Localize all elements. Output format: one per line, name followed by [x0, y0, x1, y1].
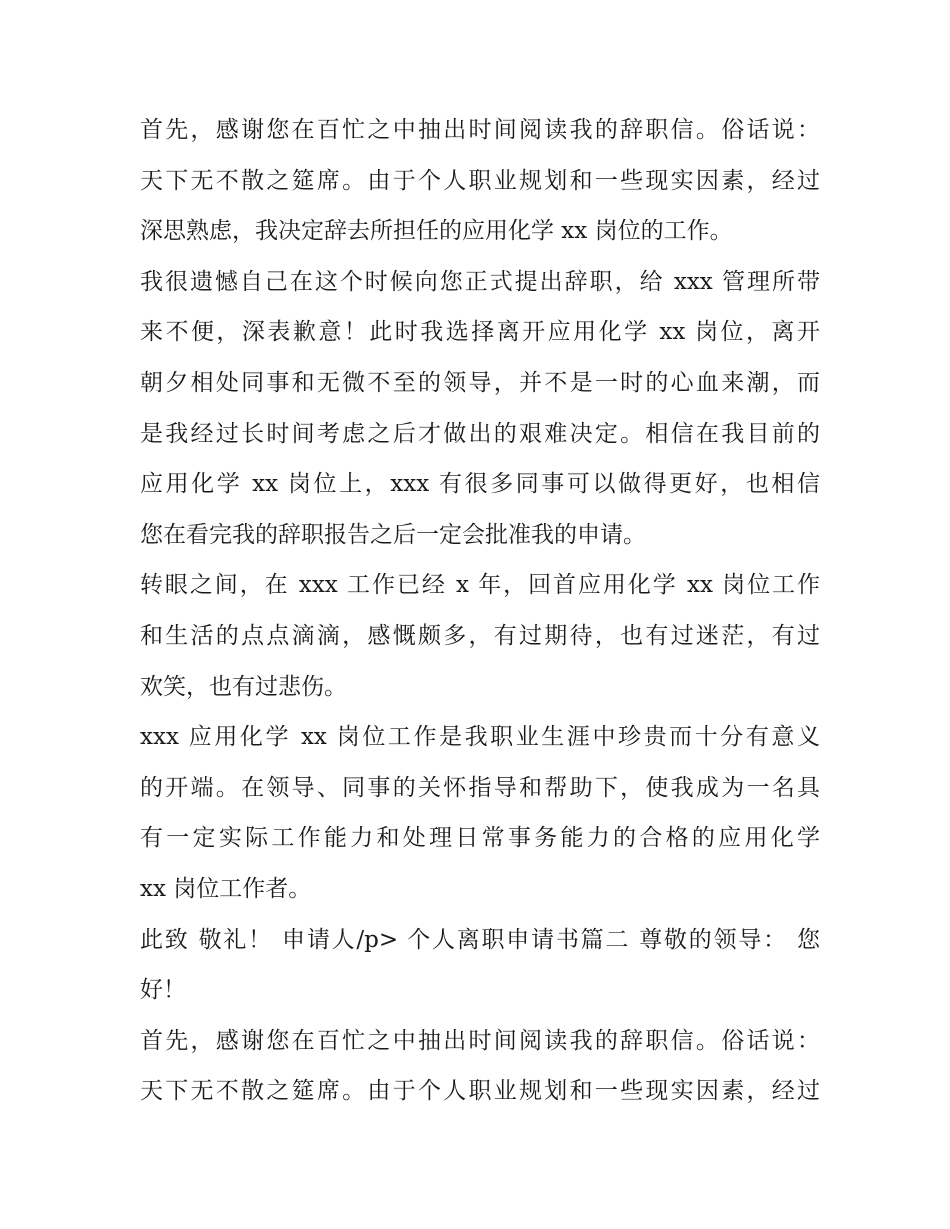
paragraph-career	[140, 712, 820, 914]
text-line: 此致 敬礼！ 申请人/p> 个人离职申请书篇二 尊敬的领导： 您	[140, 926, 820, 953]
text-line: 天下无不散之筵席。由于个人职业规划和一些现实因素，经过	[140, 167, 820, 194]
text-line: 好！	[140, 977, 186, 1004]
paragraph-regret	[140, 257, 820, 561]
text-line: 欢笑，也有过悲伤。	[140, 673, 347, 700]
text-line: 是我经过长时间考虑之后才做出的艰难决定。相信在我目前的	[140, 420, 820, 447]
text-line: 转眼之间，在 xxx 工作已经 x 年，回首应用化学 xx 岗位工作	[140, 572, 820, 599]
paragraph-opening	[140, 105, 820, 257]
text-line: 深思熟虑，我决定辞去所担任的应用化学 xx 岗位的工作。	[140, 218, 733, 245]
paragraph-reflection	[140, 560, 820, 712]
text-line: 首先，感谢您在百忙之中抽出时间阅读我的辞职信。俗话说：	[140, 117, 820, 143]
text-line: 我很遗憾自己在这个时候向您正式提出辞职，给 xxx 管理所带	[140, 268, 820, 295]
text-line: 天下无不散之筵席。由于个人职业规划和一些现实因素，经过	[140, 1078, 820, 1105]
paragraph-closing	[140, 915, 820, 1016]
text-line: 来不便，深表歉意！此时我选择离开应用化学 xx 岗位，离开	[140, 319, 820, 346]
text-line: 和生活的点点滴滴，感慨颇多，有过期待，也有过迷茫，有过	[140, 622, 820, 649]
text-line: 您在看完我的辞职报告之后一定会批准我的申请。	[140, 521, 646, 548]
text-line: 应用化学 xx 岗位上，xxx 有很多同事可以做得更好，也相信	[140, 471, 820, 498]
document-body	[140, 105, 820, 1117]
text-line: xxx 应用化学 xx 岗位工作是我职业生涯中珍贵而十分有意义	[140, 724, 820, 751]
text-line: 首先，感谢您在百忙之中抽出时间阅读我的辞职信。俗话说：	[140, 1027, 820, 1054]
text-line: 的开端。在领导、同事的关怀指导和帮助下，使我成为一名具	[140, 774, 820, 801]
text-line: 朝夕相处同事和无微不至的领导，并不是一时的心血来潮，而	[140, 369, 820, 396]
text-line: xx 岗位工作者。	[140, 875, 312, 902]
paragraph-opening-repeat	[140, 1016, 820, 1117]
text-line: 有一定实际工作能力和处理日常事务能力的合格的应用化学	[140, 825, 820, 852]
